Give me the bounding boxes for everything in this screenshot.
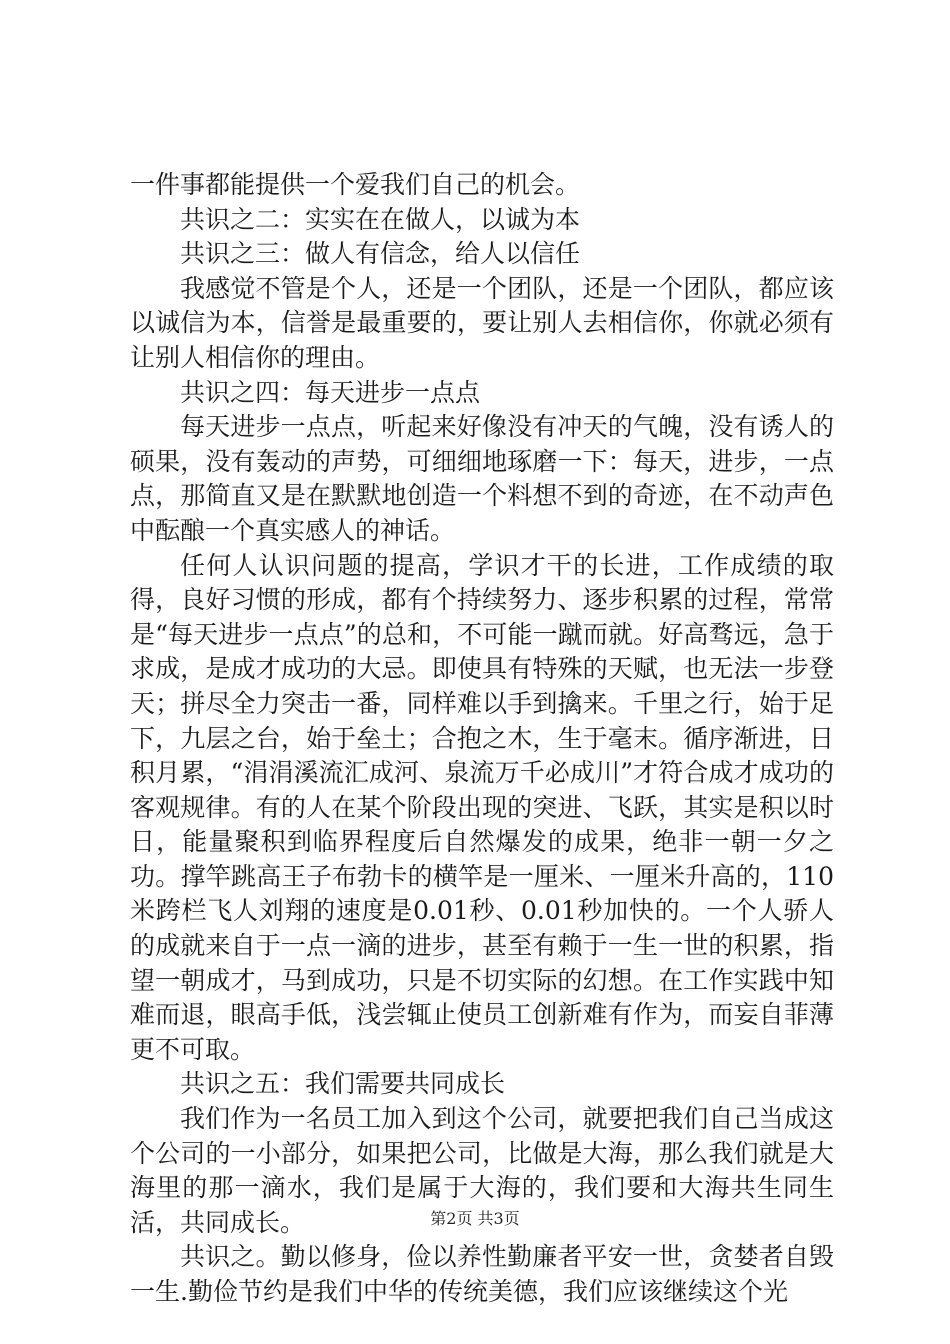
paragraph-integrity: 我感觉不管是个人，还是一个团队，还是一个团队，都应该以诚信为本，信誉是最重要的，要让别人去相信你，你就必须有让别人相信你的理由。	[130, 273, 834, 372]
document-body	[130, 168, 834, 1310]
page-number-footer: 第2页 共3页	[430, 1209, 520, 1228]
heading-consensus-5: 共识之五：我们需要共同成长	[180, 1069, 506, 1099]
heading-consensus-4: 共识之四：每天进步一点点	[180, 377, 481, 407]
paragraph-continuation: 一件事都能提供一个爱我们自己的机会。	[130, 170, 581, 199]
paragraph-diligence-thrift: 共识之。勤以修身，俭以养性勤廉者平安一世，贪婪者自毁一生.勤俭节约是我们中华的传统美德，我们应该继续这个光	[130, 1242, 834, 1306]
heading-consensus-3: 共识之三：做人有信念，给人以信任	[180, 239, 581, 269]
paragraph-grow-together: 我们作为一名员工加入到这个公司，就要把我们自己当成这个公司的一小部分，如果把公司，比做是大海，那么我们就是大海里的那一滴水，我们是属于大海的，我们要和大海共生同生活，共同成长。	[130, 1104, 834, 1237]
paragraph-daily-progress: 每天进步一点点，听起来好像没有冲天的气魄，没有诱人的硕果，没有轰动的声势，可细细地琢磨一下：每天，进步，一点点，那简直又是在默默地创造一个料想不到的奇迹，在不动声色中酝酿一个真实感人的神话。	[130, 412, 834, 545]
paragraph-gradual-accumulation: 任何人认识问题的提高，学识才干的长进，工作成绩的取得，良好习惯的形成，都有个持续努力、逐步积累的过程，常常是“每天进步一点点”的总和，不可能一蹴而就。好高骛远，急于求成，是成才成功的大忌。即使具有特殊的天赋，也无法一步登天；拼尽全力突击一番，同样难以手到擒来。千里之行，始于足下，九层之台，始于垒土；合抱之木，生于毫末。循序渐进，日积月累，“涓涓溪流汇成河、泉流万千必成川”才符合成才成功的客观规律。有的人在某个阶段出现的突进、飞跃，其实是积以时日，能量聚积到临界程度后自然爆发的成果，绝非一朝一夕之功。撑竿跳高王子布勃卡的横竿是一厘米、一厘米升高的，110米跨栏飞人刘翔的速度是0.01秒、0.01秒加快的。一个人骄人的成就来自于一点一滴的进步，甚至有赖于一生一世的积累，指望一朝成才，马到成功，只是不切实际的幻想。在工作实践中知难而退，眼高手低，浅尝辄止使员工创新难有作为，而妄自菲薄更不可取。	[130, 550, 834, 1064]
heading-consensus-2: 共识之二：实实在在做人，以诚为本	[180, 204, 581, 234]
